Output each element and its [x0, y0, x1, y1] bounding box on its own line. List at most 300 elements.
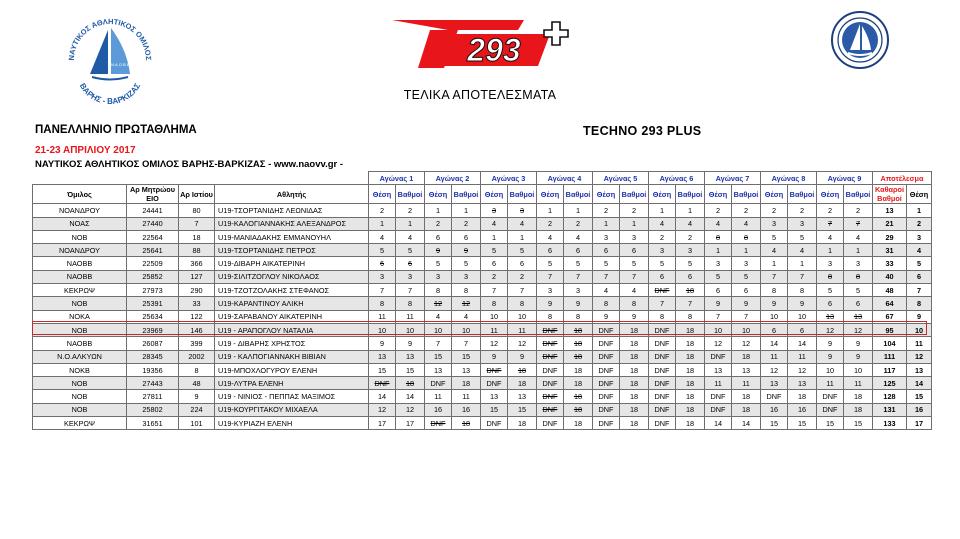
table-row	[33, 363, 932, 376]
race-2-place: DNF	[425, 417, 452, 430]
race-3-place: 4	[481, 217, 508, 230]
race-4-place: DNF	[537, 417, 564, 430]
race-7-place: 7	[705, 310, 732, 323]
race-1-points: 4	[396, 230, 425, 243]
race-5-place: DNF	[593, 363, 620, 376]
race-4-place: DNF	[537, 403, 564, 416]
race-header-2: Αγώνας 2	[425, 172, 481, 185]
race-7-points: 3	[732, 257, 761, 270]
race-7-place: 11	[705, 377, 732, 390]
race-6-place: DNF	[649, 337, 676, 350]
race-1-place: 12	[369, 403, 396, 416]
race-5-points: 6	[620, 244, 649, 257]
race-7-points: 6	[732, 284, 761, 297]
race-5-place: 6	[593, 244, 620, 257]
race-5-place: DNF	[593, 323, 620, 336]
race-9-place: 9	[817, 337, 844, 350]
race-3-points: 4	[508, 217, 537, 230]
race-1-place: 2	[369, 204, 396, 217]
race-3-points: 9	[508, 350, 537, 363]
net-points-cell: 128	[873, 390, 907, 403]
race-8-place: 7	[761, 270, 788, 283]
race-header-5: Αγώνας 5	[593, 172, 649, 185]
club-cell: ΝΟΚΑ	[33, 310, 127, 323]
race-3-points: 18	[508, 417, 537, 430]
race-9-points: 15	[844, 417, 873, 430]
club-logo-bottom-text: ΒΑΡΗΣ - ΒΑΡΚΙΖΑΣ	[77, 81, 143, 104]
reg-no-cell: 22564	[127, 230, 179, 243]
race-6-points: 18	[676, 337, 705, 350]
race-7-points: 10	[732, 323, 761, 336]
athlete-cell: U19-ΚΥΡΙΑΖΗ ΕΛΕΝΗ	[215, 417, 369, 430]
race-4-place: DNF	[537, 363, 564, 376]
race-4-points: 6	[564, 244, 593, 257]
race-2-place: 9	[425, 244, 452, 257]
race-4-place: 5	[537, 257, 564, 270]
race-9-points: 3	[844, 257, 873, 270]
race-9-place: 13	[817, 310, 844, 323]
race-2-points: 7	[452, 337, 481, 350]
race-7-points: 8	[732, 230, 761, 243]
final-place-cell: 3	[907, 230, 932, 243]
race-8-place: 11	[761, 350, 788, 363]
race-2-place: 13	[425, 363, 452, 376]
race-2-points: 6	[452, 230, 481, 243]
race-header-3: Αγώνας 3	[481, 172, 537, 185]
athlete-cell: U19-ΔΙΒΑΡΗ ΑΙΚΑΤΕΡΙΝΗ	[215, 257, 369, 270]
race-5-points: 18	[620, 390, 649, 403]
net-points-cell: 117	[873, 363, 907, 376]
race-9-points: 5	[844, 284, 873, 297]
results-table	[32, 171, 932, 430]
race-1-points: 11	[396, 310, 425, 323]
reg-no-cell: 31651	[127, 417, 179, 430]
race-5-points: 18	[620, 403, 649, 416]
net-points-cell: 125	[873, 377, 907, 390]
col-athlete: Αθλητής	[215, 185, 369, 204]
sail-no-cell: 8	[179, 363, 215, 376]
organizer-line: ΝΑΥΤΙΚΟΣ ΑΘΛΗΤΙΚΟΣ ΟΜΙΛΟΣ ΒΑΡΗΣ-ΒΑΡΚΙΖΑΣ - www.naovv.gr -	[35, 159, 344, 170]
race-3-place-header: Θέση	[481, 185, 508, 204]
race-3-place: 6	[481, 257, 508, 270]
race-6-points-header: Βαθμοί	[676, 185, 705, 204]
race-8-place: 4	[761, 244, 788, 257]
final-place-cell: 14	[907, 377, 932, 390]
race-8-place: 6	[761, 323, 788, 336]
race-3-place: 9	[481, 350, 508, 363]
race-9-place: 9	[817, 350, 844, 363]
race-5-place: 8	[593, 297, 620, 310]
race-3-points: 5	[508, 244, 537, 257]
race-7-place: 3	[705, 257, 732, 270]
race-header-8: Αγώνας 8	[761, 172, 817, 185]
race-1-points: 5	[396, 244, 425, 257]
race-9-points: 9	[844, 337, 873, 350]
race-2-place: 10	[425, 323, 452, 336]
club-logo-emblem-text: Ν.Α.Ο.Β.Β.	[111, 62, 131, 67]
table-row	[33, 284, 932, 297]
reg-no-cell: 22509	[127, 257, 179, 270]
race-3-points: 18	[508, 363, 537, 376]
club-logo-top-text: ΝΑΥΤΙΚΟΣ ΑΘΛΗΤΙΚΟΣ ΟΜΙΛΟΣ	[66, 16, 154, 61]
race-5-points: 5	[620, 257, 649, 270]
race-2-points: 18	[452, 417, 481, 430]
reg-no-cell: 25391	[127, 297, 179, 310]
race-1-place: DNF	[369, 377, 396, 390]
race-3-place: 13	[481, 390, 508, 403]
race-7-points: 18	[732, 390, 761, 403]
race-6-place: DNF	[649, 417, 676, 430]
race-9-place: DNF	[817, 390, 844, 403]
race-6-place: 2	[649, 230, 676, 243]
net-points-cell: 64	[873, 297, 907, 310]
race-3-place: 12	[481, 337, 508, 350]
race-6-place: DNF	[649, 350, 676, 363]
race-6-points: 6	[676, 270, 705, 283]
race-4-points: 18	[564, 323, 593, 336]
race-7-place: 6	[705, 284, 732, 297]
race-4-place: 7	[537, 270, 564, 283]
race-9-place: 15	[817, 417, 844, 430]
race-7-place: DNF	[705, 403, 732, 416]
race-1-points: 13	[396, 350, 425, 363]
race-5-place: DNF	[593, 377, 620, 390]
race-3-place: 10	[481, 310, 508, 323]
race-7-place: 14	[705, 417, 732, 430]
race-8-points: 16	[788, 403, 817, 416]
race-9-points: 13	[844, 310, 873, 323]
final-place-cell: 12	[907, 350, 932, 363]
final-place-cell: 5	[907, 257, 932, 270]
race-4-points: 3	[564, 284, 593, 297]
federation-logo	[830, 10, 890, 70]
race-9-points: 2	[844, 204, 873, 217]
race-5-points: 18	[620, 323, 649, 336]
race-2-points: 11	[452, 390, 481, 403]
race-4-points: 18	[564, 337, 593, 350]
race-5-points-header: Βαθμοί	[620, 185, 649, 204]
race-3-place: 7	[481, 284, 508, 297]
race-6-place: 6	[649, 270, 676, 283]
race-8-points: 4	[788, 244, 817, 257]
race-6-place: 4	[649, 217, 676, 230]
club-logo	[62, 8, 158, 104]
race-4-points: 7	[564, 270, 593, 283]
championship-title: ΠΑΝΕΛΛΗΝΙΟ ΠΡΩΤΑΘΛΗΜΑ	[35, 124, 197, 136]
reg-no-cell: 26087	[127, 337, 179, 350]
race-2-place: 12	[425, 297, 452, 310]
race-5-points: 7	[620, 270, 649, 283]
race-3-place: 5	[481, 244, 508, 257]
sail-no-cell: 366	[179, 257, 215, 270]
race-5-place: 4	[593, 284, 620, 297]
race-6-points: 2	[676, 230, 705, 243]
sail-no-cell: 7	[179, 217, 215, 230]
race-3-points: 11	[508, 323, 537, 336]
race-2-place: 3	[425, 270, 452, 283]
race-1-points: 10	[396, 323, 425, 336]
race-7-points: 11	[732, 377, 761, 390]
race-9-place: 3	[817, 257, 844, 270]
race-6-place: DNF	[649, 363, 676, 376]
club-cell: ΝΟΒ	[33, 323, 127, 336]
reg-no-cell: 19356	[127, 363, 179, 376]
race-2-place-header: Θέση	[425, 185, 452, 204]
club-cell: ΝΟΒ	[33, 297, 127, 310]
race-6-place: 8	[649, 310, 676, 323]
race-2-points: 1	[452, 204, 481, 217]
race-2-place: 8	[425, 284, 452, 297]
table-row	[33, 377, 932, 390]
race-8-place: 5	[761, 230, 788, 243]
race-5-place: DNF	[593, 337, 620, 350]
t293-brand-logo	[388, 16, 578, 70]
race-9-points: 4	[844, 230, 873, 243]
race-8-place: DNF	[761, 390, 788, 403]
t293-brand-text: 293	[467, 32, 521, 68]
sail-no-cell: 146	[179, 323, 215, 336]
sail-no-cell: 88	[179, 244, 215, 257]
race-9-place: 11	[817, 377, 844, 390]
race-6-points: 18	[676, 377, 705, 390]
race-1-place: 3	[369, 270, 396, 283]
race-7-place: DNF	[705, 390, 732, 403]
race-1-points: 14	[396, 390, 425, 403]
race-4-points: 18	[564, 417, 593, 430]
race-6-place: 7	[649, 297, 676, 310]
race-3-points: 7	[508, 284, 537, 297]
race-3-place: 8	[481, 297, 508, 310]
race-3-points: 12	[508, 337, 537, 350]
race-8-place: 3	[761, 217, 788, 230]
race-header-1: Αγώνας 1	[369, 172, 425, 185]
race-7-points: 14	[732, 417, 761, 430]
athlete-cell: U19-ΣΙΛΙΤΖΟΓΛΟΥ ΝΙΚΟΛΑΟΣ	[215, 270, 369, 283]
sail-no-cell: 224	[179, 403, 215, 416]
race-9-points: 11	[844, 377, 873, 390]
net-points-cell: 29	[873, 230, 907, 243]
race-2-points: 12	[452, 297, 481, 310]
race-8-place: 13	[761, 377, 788, 390]
reg-no-cell: 23969	[127, 323, 179, 336]
reg-no-cell: 25634	[127, 310, 179, 323]
sail-no-cell: 101	[179, 417, 215, 430]
table-row	[33, 257, 932, 270]
race-4-place: 9	[537, 297, 564, 310]
race-1-points: 18	[396, 377, 425, 390]
race-header-7: Αγώνας 7	[705, 172, 761, 185]
race-6-points: 18	[676, 363, 705, 376]
col-reg-no: Αρ Μητρώου ΕΙΟ	[127, 185, 179, 204]
race-4-points: 18	[564, 403, 593, 416]
sail-no-cell: 9	[179, 390, 215, 403]
race-3-place: DNF	[481, 417, 508, 430]
race-8-place: 16	[761, 403, 788, 416]
race-6-points: 5	[676, 257, 705, 270]
reg-no-cell: 27440	[127, 217, 179, 230]
final-place-cell: 2	[907, 217, 932, 230]
race-5-place: DNF	[593, 417, 620, 430]
net-points-cell: 31	[873, 244, 907, 257]
race-6-place: 5	[649, 257, 676, 270]
col-sail-no: Αρ Ιστίου	[179, 185, 215, 204]
club-cell: ΝΟΑΝΔΡΟΥ	[33, 204, 127, 217]
table-row	[33, 390, 932, 403]
race-7-points-header: Βαθμοί	[732, 185, 761, 204]
athlete-cell: U19 - ΝΙΝΙΟΣ - ΠΕΠΠΑΣ ΜΑΞΙΜΟΣ	[215, 390, 369, 403]
race-7-points: 18	[732, 403, 761, 416]
race-3-points: 3	[508, 204, 537, 217]
race-8-points: 13	[788, 377, 817, 390]
table-row	[33, 403, 932, 416]
final-place-cell: 15	[907, 390, 932, 403]
race-4-place: DNF	[537, 323, 564, 336]
race-1-place: 17	[369, 417, 396, 430]
race-8-place: 12	[761, 363, 788, 376]
reg-no-cell: 27811	[127, 390, 179, 403]
race-8-points: 7	[788, 270, 817, 283]
race-8-points: 12	[788, 363, 817, 376]
race-3-points: 1	[508, 230, 537, 243]
sail-no-cell: 80	[179, 204, 215, 217]
race-7-points: 13	[732, 363, 761, 376]
race-8-place: 1	[761, 257, 788, 270]
final-place-cell: 10	[907, 323, 932, 336]
club-cell: ΝΟΒ	[33, 403, 127, 416]
race-7-place: 12	[705, 337, 732, 350]
race-6-place: 1	[649, 204, 676, 217]
result-header: Αποτέλεσμα	[873, 172, 932, 185]
race-1-place: 10	[369, 323, 396, 336]
reg-no-cell: 25641	[127, 244, 179, 257]
race-8-points: 18	[788, 390, 817, 403]
race-8-place: 10	[761, 310, 788, 323]
race-2-points: 9	[452, 244, 481, 257]
race-5-place: 3	[593, 230, 620, 243]
class-name: TECHNO 293 PLUS	[583, 124, 702, 138]
athlete-cell: U19-ΣΑΡΑΒΑΝΟΥ ΑΙΚΑΤΕΡΙΝΗ	[215, 310, 369, 323]
race-5-place: 5	[593, 257, 620, 270]
race-6-place-header: Θέση	[649, 185, 676, 204]
reg-no-cell: 25802	[127, 403, 179, 416]
race-2-place: 15	[425, 350, 452, 363]
race-1-points: 2	[396, 204, 425, 217]
race-2-place: 11	[425, 390, 452, 403]
svg-text:ΒΑΡΗΣ - ΒΑΡΚΙΖΑΣ	[78, 82, 142, 104]
race-1-points: 9	[396, 337, 425, 350]
race-7-points: 9	[732, 297, 761, 310]
race-4-points: 18	[564, 377, 593, 390]
athlete-cell: U19 - ΑΡΑΠΟΓΛΟΥ ΝΑΤΑΛΙΑ	[215, 323, 369, 336]
race-3-points: 6	[508, 257, 537, 270]
race-8-points: 3	[788, 217, 817, 230]
final-place-header: Θέση	[907, 185, 932, 204]
reg-no-cell: 27973	[127, 284, 179, 297]
race-8-place: 8	[761, 284, 788, 297]
race-5-points: 18	[620, 363, 649, 376]
race-4-points: 4	[564, 230, 593, 243]
race-3-points: 18	[508, 377, 537, 390]
race-3-points: 8	[508, 297, 537, 310]
column-header-row	[33, 185, 932, 204]
sail-no-cell: 18	[179, 230, 215, 243]
athlete-cell: U19-ΤΖΟΤΖΟΛΑΚΗΣ ΣΤΕΦΑΝΟΣ	[215, 284, 369, 297]
race-6-points: 18	[676, 403, 705, 416]
race-9-points: 12	[844, 323, 873, 336]
race-6-points: 8	[676, 310, 705, 323]
race-4-place: 4	[537, 230, 564, 243]
race-5-place: DNF	[593, 390, 620, 403]
club-cell: ΝΑΟΒΒ	[33, 257, 127, 270]
race-7-place: 9	[705, 297, 732, 310]
race-5-points: 2	[620, 204, 649, 217]
race-7-place: 13	[705, 363, 732, 376]
sail-no-cell: 122	[179, 310, 215, 323]
race-5-place-header: Θέση	[593, 185, 620, 204]
race-5-place: DNF	[593, 403, 620, 416]
race-5-points: 18	[620, 377, 649, 390]
race-8-points: 9	[788, 297, 817, 310]
race-4-place: DNF	[537, 350, 564, 363]
race-5-place: 2	[593, 204, 620, 217]
table-row	[33, 230, 932, 243]
net-points-cell: 40	[873, 270, 907, 283]
table-row	[33, 270, 932, 283]
athlete-cell: U19-ΚΑΛΟΓΙΑΝΝΑΚΗΣ ΑΛΕΞΑΝΔΡΟΣ	[215, 217, 369, 230]
race-8-points: 2	[788, 204, 817, 217]
club-cell: ΝΟΒ	[33, 230, 127, 243]
table-row	[33, 417, 932, 430]
race-7-points: 12	[732, 337, 761, 350]
race-1-place: 14	[369, 390, 396, 403]
race-3-place: DNF	[481, 377, 508, 390]
net-points-cell: 95	[873, 323, 907, 336]
race-7-place: DNF	[705, 350, 732, 363]
race-4-place: DNF	[537, 377, 564, 390]
race-9-points: 8	[844, 270, 873, 283]
race-header-6: Αγώνας 6	[649, 172, 705, 185]
sail-no-cell: 290	[179, 284, 215, 297]
svg-text:ΝΑΥΤΙΚΟΣ ΑΘΛΗΤΙΚΟΣ ΟΜΙΛΟΣ	[67, 17, 153, 61]
table-row	[33, 217, 932, 230]
race-1-place: 4	[369, 230, 396, 243]
sail-no-cell: 399	[179, 337, 215, 350]
table-row	[33, 323, 932, 336]
reg-no-cell: 27443	[127, 377, 179, 390]
race-3-place: 11	[481, 323, 508, 336]
race-7-points: 4	[732, 217, 761, 230]
race-8-points: 1	[788, 257, 817, 270]
race-8-points: 11	[788, 350, 817, 363]
race-5-points: 4	[620, 284, 649, 297]
race-9-points: 1	[844, 244, 873, 257]
final-place-cell: 7	[907, 284, 932, 297]
race-9-points: 18	[844, 390, 873, 403]
race-9-place: 1	[817, 244, 844, 257]
race-6-place: DNF	[649, 403, 676, 416]
race-2-points: 3	[452, 270, 481, 283]
race-1-place: 9	[369, 337, 396, 350]
net-points-cell: 13	[873, 204, 907, 217]
race-9-points: 18	[844, 403, 873, 416]
final-place-cell: 9	[907, 310, 932, 323]
net-points-cell: 21	[873, 217, 907, 230]
race-1-points: 6	[396, 257, 425, 270]
race-2-points: 16	[452, 403, 481, 416]
athlete-cell: U19-ΜΑΝΙΑΔΑΚΗΣ ΕΜΜΑΝΟΥΗΛ	[215, 230, 369, 243]
event-dates: 21-23 ΑΠΡΙΛΙΟΥ 2017	[35, 145, 136, 156]
race-9-place: DNF	[817, 403, 844, 416]
